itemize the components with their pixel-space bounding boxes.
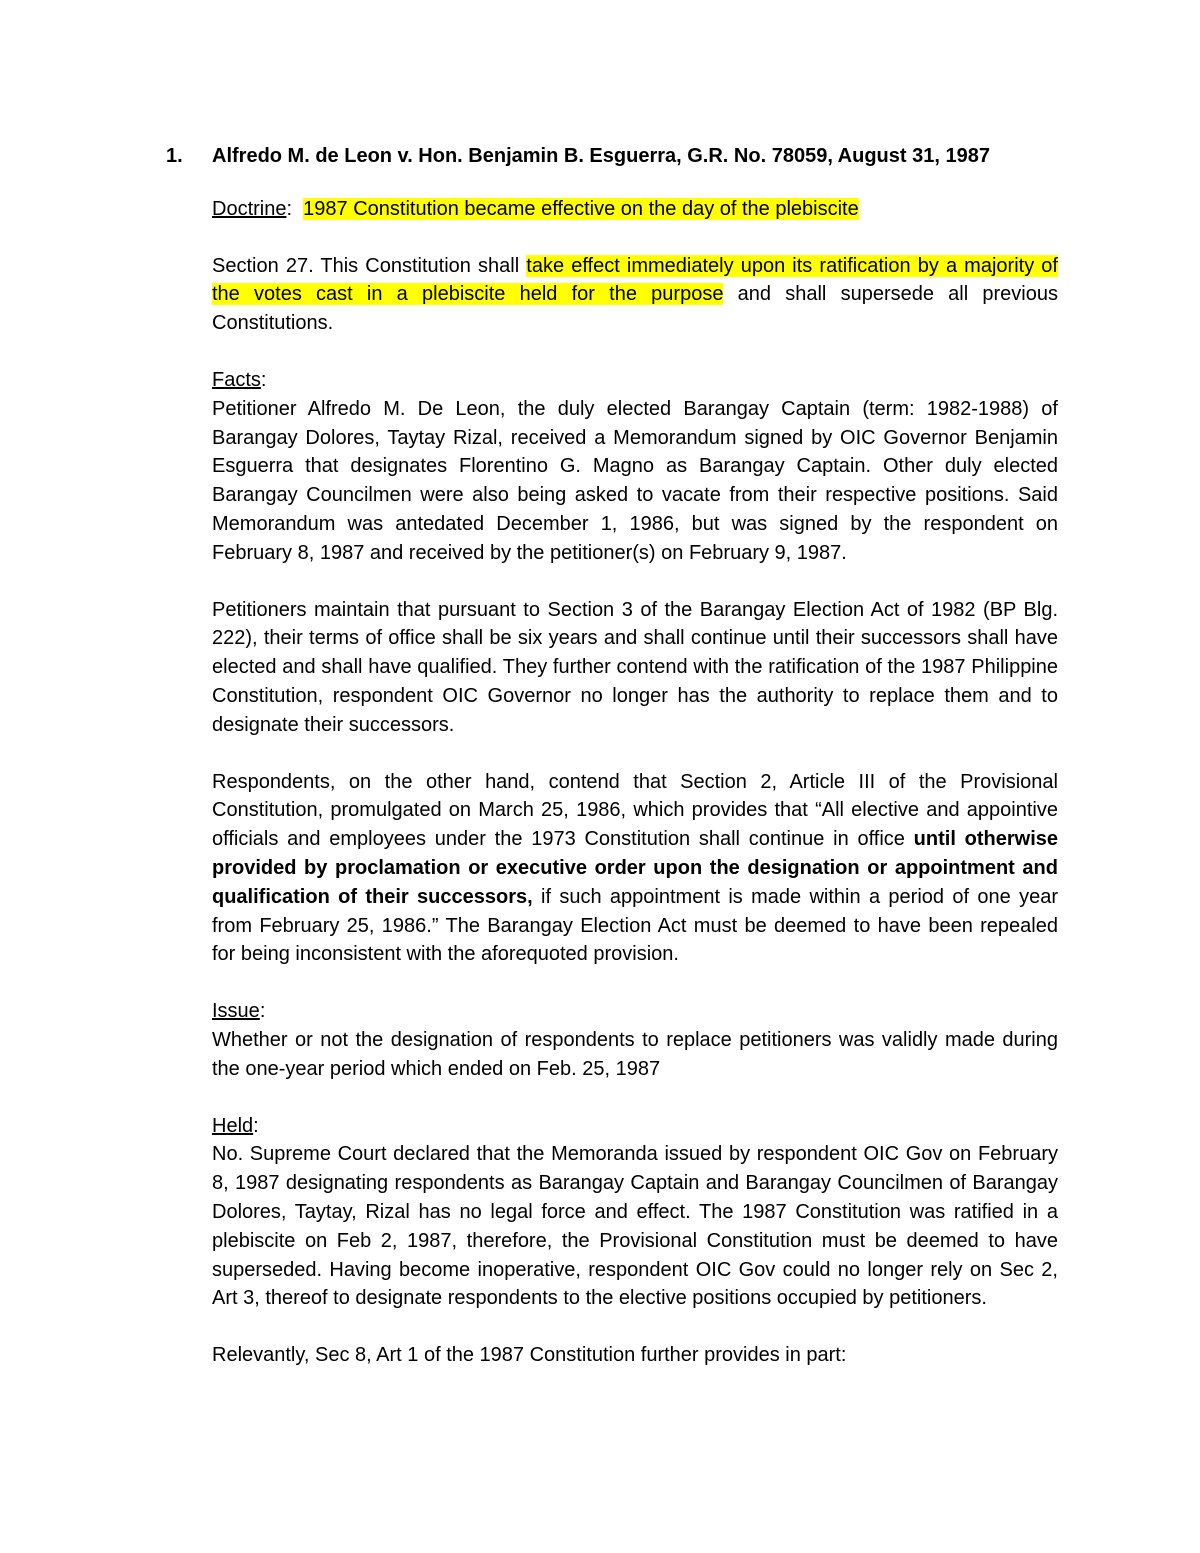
facts-paragraph-2: Petitioners maintain that pursuant to Section 3 of the Barangay Election Act of 1982 (BP Blg. 222), their terms of office shall be six years and shall continue until their successors shall have elected and shall have qualified. They further contend with the ratification of the 1987 Philippine Constitution, respondent OIC Governor no longer has the authority to replace them and to designate their successors. [212, 598, 1058, 736]
held-colon: : [253, 1114, 259, 1137]
issue-colon: : [259, 1000, 266, 1023]
case-title: Alfredo M. de Leon v. Hon. Benjamin B. Esguerra, G.R. No. 78059, August 31, 1987 [212, 145, 990, 167]
facts-paragraph-1: Petitioner Alfredo M. De Leon, the duly elected Barangay Captain (term: 1982-1988) of Barangay Dolores, Taytay Rizal, received a Memorandum signed by OIC Governor Benjamin Esguerra that designates Florentino G. Magno as Barangay Captain. Other duly elected Barangay Councilmen were also being asked to vacate from their respective positions. Said Memorandum was antedated December 1, 1986, but was signed by the respondent on February 8, 1987 and received by the petitioner(s) on February 9, 1987. [212, 397, 1058, 564]
facts-p3-before: Respondents, on the other hand, contend that Section 2, Article III of the Provisional Constitution, promulgated on March 25, 1986, which provides that “All elective and appointive officials and employees under the 1973 Constitution shall continue in office [212, 770, 1058, 851]
held-label-row [212, 1112, 1058, 1141]
facts-colon: : [260, 368, 267, 391]
section-27-highlight: take effect immediately upon its ratification by a majority of the votes cast in a plebiscite held for the purpose [212, 254, 1058, 306]
case-heading [166, 142, 1058, 171]
doctrine-colon: : [286, 197, 293, 220]
held-text: No. Supreme Court declared that the Memoranda issued by respondent OIC Gov on February 8, 1987 designating respondents as Barangay Captain and Barangay Councilmen of Barangay Dolores, Taytay, Rizal has no legal force and effect. The 1987 Constitution was ratified in a plebiscite on Feb 2, 1987, therefore, the Provisional Constitution must be deemed to have superseded. Having become inoperative, respondent OIC Gov could no longer rely on Sec 2, Art 3, thereof to designate respondents to the elective positions occupied by petitioners. [212, 1143, 1058, 1310]
facts-label-row [212, 366, 1058, 395]
doctrine-label: Doctrine [212, 197, 287, 220]
issue-label-row [212, 997, 1058, 1026]
case-number: 1. [166, 145, 183, 167]
facts-paragraph-3 [212, 768, 1058, 970]
issue-label: Issue [212, 1000, 260, 1023]
closing-text: Relevantly, Sec 8, Art 1 of the 1987 Constitution further provides in part: [212, 1344, 847, 1367]
section-27-paragraph [212, 252, 1058, 338]
issue-text: Whether or not the designation of respondents to replace petitioners was validly made during the one-year period which ended on Feb. 25, 1987 [212, 1028, 1058, 1080]
facts-label: Facts [212, 368, 261, 391]
document-body [166, 142, 1059, 1398]
section-27-prefix: Section 27. This Constitution shall [212, 254, 527, 277]
doctrine-paragraph [212, 195, 1058, 224]
facts-p3-bold: until otherwise provided by proclamation or executive order upon the designation or appointment and qualification of their successors, [212, 828, 1059, 908]
held-label: Held [212, 1114, 254, 1137]
facts-p3-after: if such appointment is made within a period of one year from February 25, 1986.” The Barangay Election Act must be deemed to have been repealed for being inconsistent with the aforequoted provision. [212, 885, 1058, 966]
section-27-suffix: and shall supersede all previous Constitutions. [212, 283, 1058, 335]
doctrine-text: 1987 Constitution became effective on the day of the plebiscite [303, 197, 859, 220]
